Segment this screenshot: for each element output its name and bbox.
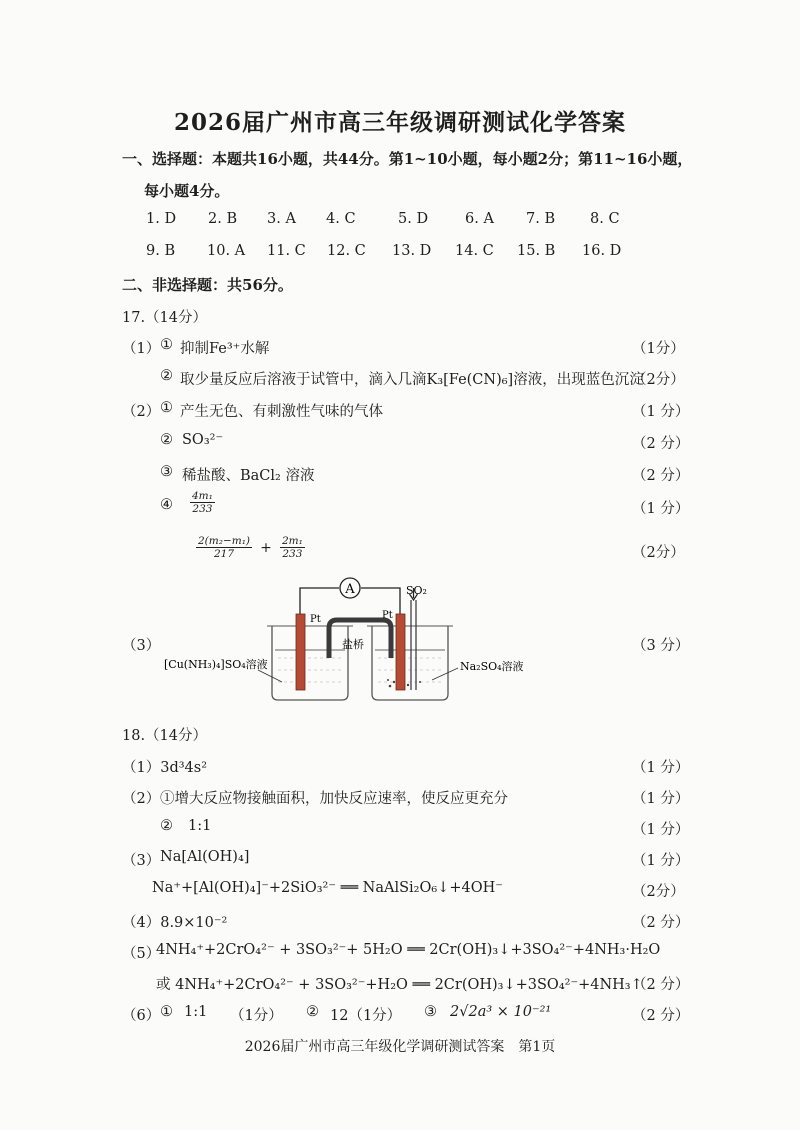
q18-p2-b-mark: ② (160, 818, 173, 834)
q18-p5-b-equation: 或 4NH₄⁺+2CrO₄²⁻ + 3SO₃²⁻+H₂O ══ 2Cr(OH)₃↓+3SO₄²⁻+4NH₃↑ (156, 977, 643, 993)
q17-p1-b-answer: 取少量反应后溶液于试管中，滴入几滴K₃[Fe(CN)₆]溶液，出现蓝色沉淀 (180, 372, 644, 388)
q18-p3-b-equation: Na⁺+[Al(OH)₄]⁻+2SiO₃²⁻ ══ NaAlSi₂O₆↓+4OH⁻ (152, 880, 503, 896)
q18-p6-a-mark: ① (160, 1004, 173, 1020)
answer-9: 9. B (146, 243, 176, 259)
q17-p2-c-score: （2 分） (632, 468, 690, 484)
answer-4: 4. C (326, 211, 356, 227)
q18-p4-answer: （4）8.9×10⁻² (122, 915, 228, 931)
answer-6: 6. A (465, 211, 494, 227)
q17-header: 17.（14分） (122, 310, 208, 326)
q17-p1-a-answer: 抑制Fe³⁺水解 (180, 341, 270, 357)
q17-p1-a-score: （1分） (632, 341, 685, 357)
q18-p3-label: （3） (122, 853, 161, 869)
q17-p2-c-answer: 稀盐酸、BaCl₂ 溶液 (182, 468, 315, 484)
plus-sign: + (260, 539, 272, 556)
electrochemical-cell-diagram (150, 570, 530, 710)
right-pt-electrode (396, 614, 405, 690)
q18-p1-answer: （1）3d³4s² (122, 760, 208, 776)
q18-p5-label: （5） (122, 946, 161, 962)
q17-p2-b-answer: SO₃²⁻ (182, 432, 224, 448)
q18-p3-b-score: （2分） (632, 884, 685, 900)
q17-p2-a-answer: 产生无色、有刺激性气味的气体 (180, 404, 383, 420)
answer-13: 13. D (392, 243, 432, 259)
q18-p2-b-answer: 1:1 (188, 818, 212, 834)
q17-p2-a-mark: ① (160, 400, 173, 416)
q17-p2-e-expression (196, 535, 305, 560)
q18-p5-score: （2 分） (632, 977, 690, 993)
page-title: 2026届广州市高三年级调研测试化学答案 (173, 109, 626, 136)
q18-header: 18.（14分） (122, 728, 208, 744)
answer-7: 7. B (526, 211, 556, 227)
q17-p2-d-score: （1 分） (632, 501, 690, 517)
ammeter-label: A (345, 582, 355, 597)
q17-p2-label: （2） (122, 404, 161, 420)
answer-15: 15. B (517, 243, 556, 259)
q18-p3-a-score: （1 分） (632, 853, 690, 869)
left-pt-label: Pt (310, 614, 321, 625)
q17-p2-c-mark: ③ (160, 464, 173, 480)
q18-p1-score: （1 分） (632, 760, 690, 776)
q18-p3-a-answer: Na[Al(OH)₄] (160, 849, 250, 865)
q17-p1-a-mark: ① (160, 337, 173, 353)
answer-3: 3. A (267, 211, 296, 227)
answer-10: 10. A (207, 243, 246, 259)
right-pt-label: Pt (382, 610, 393, 621)
fraction-numerator: 2m₁ (281, 535, 303, 547)
part1-heading: 一、选择题：本题共16小题，共44分。第1~10小题，每小题2分；第11~16小题， (122, 150, 693, 168)
q17-p3-score: （3 分） (632, 638, 690, 654)
fraction-denominator: 233 (192, 503, 213, 516)
part1-heading-cont: 每小题4分。 (144, 182, 230, 200)
q18-p6-score: （2 分） (632, 1008, 690, 1024)
q17-p2-a-score: （1 分） (632, 404, 690, 420)
q17-p1-b-mark: ② (160, 368, 173, 384)
fraction-denominator: 217 (213, 548, 235, 561)
page-footer: 2026届广州市高三年级化学调研测试答案 第1页 (244, 1039, 556, 1055)
q17-p3-label: （3） (122, 638, 161, 654)
q18-p2-a-answer: ①增大反应物接触面积，加快反应速率，使反应更充分 (160, 791, 508, 807)
left-pt-electrode (296, 614, 305, 690)
q18-p2-a-score: （1 分） (632, 791, 690, 807)
q17-p2-b-score: （2 分） (632, 436, 690, 452)
fraction-numerator: 2(m₂−m₁) (198, 535, 251, 547)
q17-p2-b-mark: ② (160, 432, 173, 448)
q18-p6-b-answer: 12（1分） (330, 1008, 402, 1024)
q18-p4-score: （2 分） (632, 915, 690, 931)
answer-11: 11. C (267, 243, 306, 259)
q18-p6-a-score: （1分） (230, 1008, 283, 1024)
fraction-denominator: 233 (282, 548, 303, 561)
q18-p6-label: （6） (122, 1008, 161, 1024)
part2-heading: 二、非选择题：共56分。 (122, 276, 293, 294)
answer-8: 8. C (590, 211, 620, 227)
q17-p1-b-score: （2分） (632, 372, 685, 388)
q17-p2-d-mark: ④ (160, 497, 173, 513)
fraction-numerator: 4m₁ (192, 490, 213, 502)
answer-12: 12. C (327, 243, 366, 259)
q18-p6-a-answer: 1:1 (184, 1004, 208, 1020)
left-solution-label: [Cu(NH₃)₄]SO₄溶液 (164, 658, 268, 671)
q17-p2-d-fraction (190, 490, 215, 515)
answer-5: 5. D (398, 211, 429, 227)
answer-2: 2. B (208, 211, 238, 227)
salt-bridge-label: 盐桥 (342, 638, 364, 651)
q18-p6-c-mark: ③ (424, 1004, 437, 1020)
left-beaker (272, 626, 348, 700)
right-beaker (372, 626, 448, 700)
right-solution-label: Na₂SO₄溶液 (460, 660, 524, 673)
q18-p2-b-score: （1 分） (632, 822, 690, 838)
q18-p2-label: （2） (122, 791, 161, 807)
q17-p2-e-score: （2分） (632, 545, 685, 561)
answer-16: 16. D (582, 243, 622, 259)
q18-p5-a-equation: 4NH₄⁺+2CrO₄²⁻ + 3SO₃²⁻+ 5H₂O ══ 2Cr(OH)₃↓+3SO₄²⁻+4NH₃·H₂O (156, 942, 661, 958)
answer-14: 14. C (455, 243, 494, 259)
so2-label: SO₂ (406, 584, 427, 597)
q18-p6-b-mark: ② (306, 1004, 319, 1020)
answer-1: 1. D (146, 211, 177, 227)
q17-p1-label: （1） (122, 341, 161, 357)
q18-p6-c-answer: 2√2a³ × 10⁻²¹ (450, 1004, 552, 1020)
